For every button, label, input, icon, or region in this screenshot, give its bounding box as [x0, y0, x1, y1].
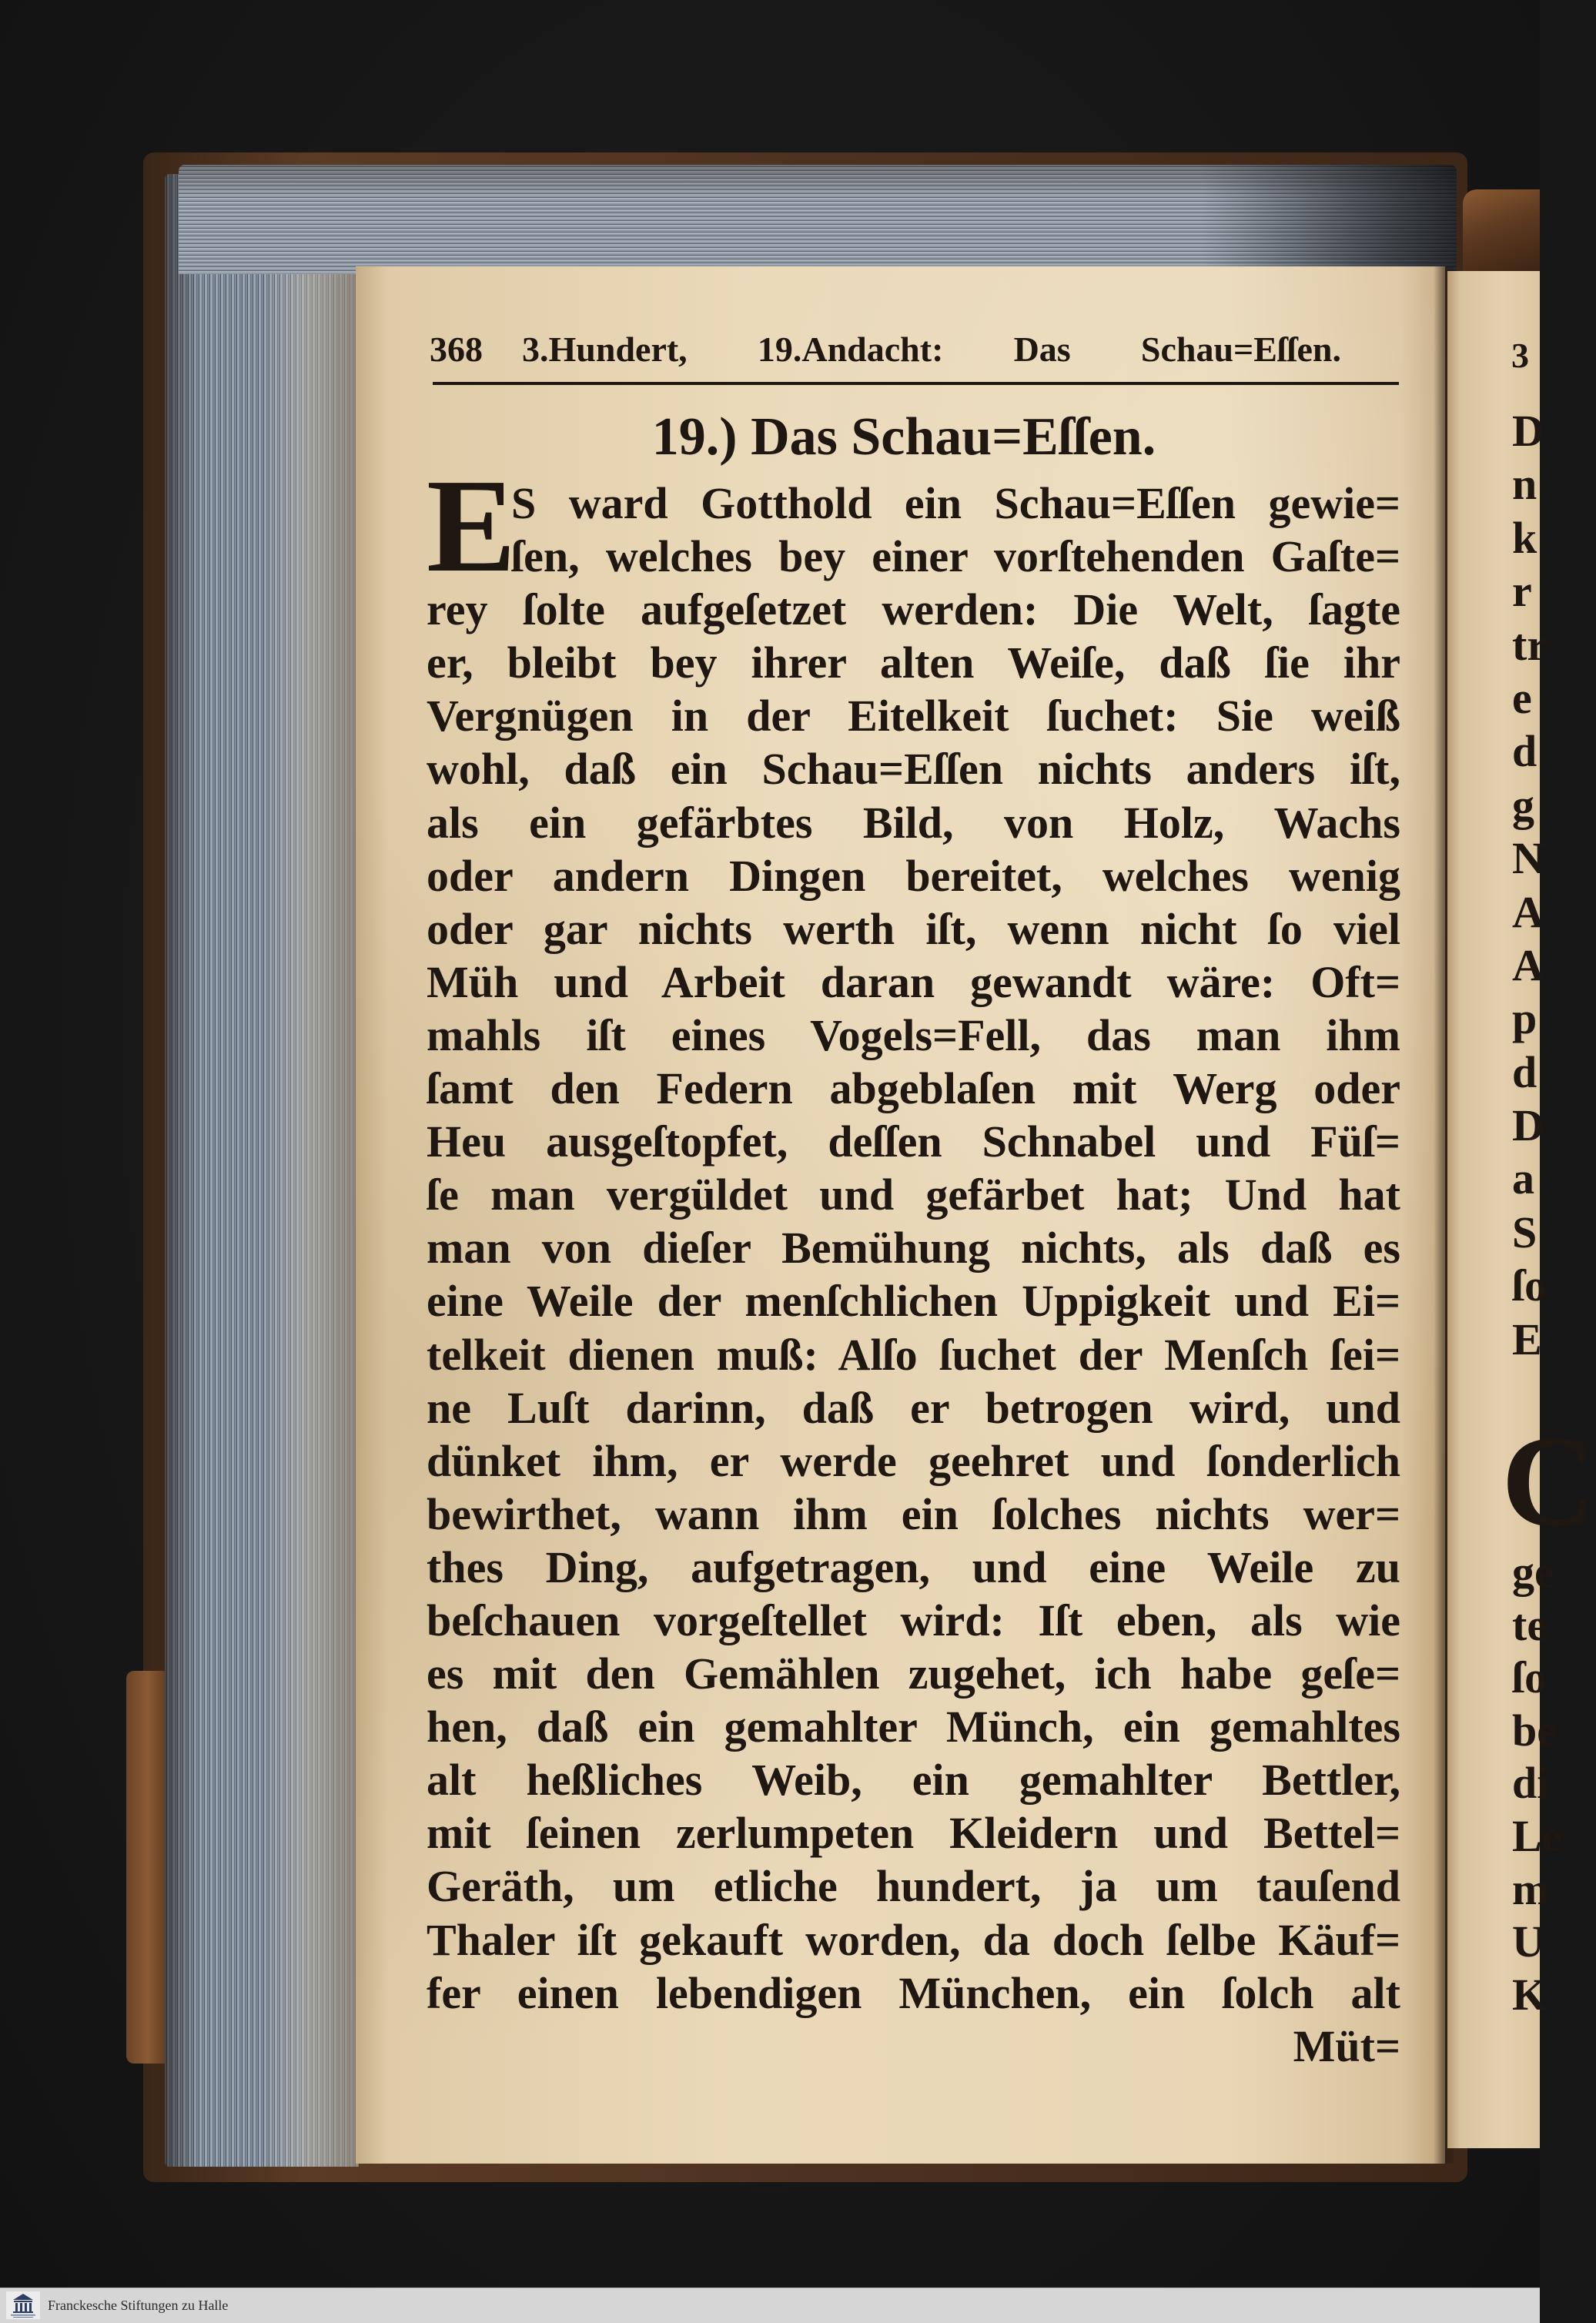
facing-page-fragment: k: [1512, 512, 1537, 563]
footer-bar: [0, 2288, 1540, 2323]
facing-page-fragment: p: [1512, 993, 1537, 1044]
facing-page-fragment: A: [1512, 939, 1544, 990]
text-line: S ward Gotthold ein Schau=Eſſen gewie=: [511, 478, 1400, 528]
page-edges-side: [165, 174, 359, 2167]
facing-page-upper-lines: [1512, 404, 1547, 1366]
institution-name: Franckesche Stiftungen zu Halle: [48, 2298, 229, 2313]
text-line: man von dieſer Bemühung nichts, als daß es: [427, 1223, 1400, 1274]
facing-page-fragment: N: [1512, 833, 1544, 884]
text-line: hen, daß ein gemahlter Münch, ein gemahltes: [427, 1702, 1400, 1752]
left-page: [356, 266, 1445, 2164]
facing-page-fragment: r: [1512, 566, 1532, 617]
facing-page-fragment: e: [1512, 672, 1532, 723]
text-line: beſchauen vorgeſtellet wird: Iſt eben, als wie: [427, 1595, 1400, 1645]
text-line: Geräth, um etliche hundert, ja um tauſend: [427, 1861, 1400, 1912]
text-line: fer einen lebendigen München, ein ſolch alt: [427, 1967, 1400, 2018]
facing-page-fragment: d: [1512, 726, 1537, 777]
facing-page-fragment: A: [1512, 886, 1544, 937]
page-number: 368: [430, 330, 483, 369]
text-line: mahls iſt eines Vogels=Fell, das man ihm: [427, 1009, 1400, 1060]
facing-page-drop-cap: C: [1501, 1409, 1596, 1554]
book-cover-corner: [1463, 189, 1540, 273]
facing-page-fragment: U: [1512, 1916, 1544, 1967]
facing-page-fragment: d: [1512, 1046, 1537, 1097]
facing-page-fragment: di: [1512, 1758, 1550, 1809]
facing-page-fragment: S: [1512, 1207, 1537, 1257]
text-line: oder andern Dingen bereitet, welches wenig: [427, 850, 1400, 901]
facing-page-fragment: ſo: [1512, 1652, 1547, 1703]
text-line: thes Ding, aufgetragen, und eine Weile zu: [427, 1541, 1400, 1592]
text-line: bewirthet, wann ihm ein ſolches nichts wer=: [427, 1488, 1400, 1539]
text-line: es mit den Gemählen zugehet, ich habe geſe=: [427, 1649, 1400, 1699]
text-line: eine Weile der menſchlichen Uppigkeit und Ei=: [427, 1276, 1400, 1327]
facing-page-fragment: te: [1512, 1599, 1547, 1650]
facing-page-fragment: m: [1512, 1863, 1550, 1914]
text-line: er, bleibt bey ihrer alten Weiſe, daß ſie ihr: [427, 638, 1400, 688]
facing-page-fragment: a: [1512, 1153, 1534, 1204]
text-line: dünket ihm, er werde geehret und ſonderlich: [427, 1435, 1400, 1486]
text-line: ſe man vergüldet und gefärbet hat; Und hat: [427, 1170, 1400, 1220]
text-line: ſen, welches bey einer vorſtehenden Gaſte=: [511, 531, 1400, 582]
facing-page-fragment: ſo: [1512, 1260, 1547, 1311]
running-head: 3.Hundert, 19.Andacht: Das Schau=Eſſen.: [522, 330, 1341, 369]
header-rule: [433, 382, 1399, 385]
facing-page: [1447, 271, 1596, 2148]
catchword: Müt=: [1293, 2020, 1400, 2071]
text-line: Vergnügen in der Eitelkeit ſuchet: Sie weiß: [427, 691, 1400, 741]
facing-page-fragment: K: [1512, 1969, 1547, 2020]
facing-page-fragment: Le: [1512, 1810, 1562, 1861]
facing-page-fragment: D: [1512, 1100, 1544, 1151]
text-line: als ein gefärbtes Bild, von Holz, Wachs: [427, 797, 1400, 848]
text-line: ſamt den Federn abgeblaſen mit Werg oder: [427, 1063, 1400, 1114]
facing-page-header-fragment: 3: [1511, 336, 1529, 375]
facing-page-fragment: D: [1512, 406, 1544, 456]
text-line: wohl, daß ein Schau=Eſſen nichts anders iſt,: [427, 744, 1400, 795]
facing-page-fragment: be: [1512, 1705, 1557, 1756]
text-line: mit ſeinen zerlumpeten Kleidern und Bettel=: [427, 1808, 1400, 1859]
foundation-logo-icon: [6, 2291, 40, 2319]
drop-cap: E: [427, 451, 517, 600]
text-line: Heu ausgeſtopfet, deſſen Schnabel und Füſ=: [427, 1116, 1400, 1167]
text-line: Thaler iſt gekauft worden, da doch ſelbe Käuf=: [427, 1914, 1400, 1965]
text-line: alt heßliches Weib, ein gemahlter Bettler,: [427, 1755, 1400, 1806]
page-edges-top: [179, 165, 1457, 274]
facing-page-fragment: g: [1512, 779, 1534, 830]
book-cover-edge: [126, 1671, 169, 2064]
facing-page-fragment: n: [1512, 459, 1537, 510]
facing-page-fragment: E: [1512, 1314, 1542, 1364]
text-line: Müh und Arbeit daran gewandt wäre: Oft=: [427, 956, 1400, 1007]
chapter-title: 19.) Das Schau=Eſſen.: [651, 407, 1156, 467]
text-line: ne Luſt darinn, daß er betrogen wird, und: [427, 1382, 1400, 1433]
text-line: telkeit dienen muß: Alſo ſuchet der Menſch ſei=: [427, 1329, 1400, 1380]
body-text: [427, 477, 1400, 2073]
facing-page-fragment: ge: [1512, 1547, 1554, 1597]
text-line: oder gar nichts werth iſt, wenn nicht ſo viel: [427, 903, 1400, 954]
text-line: rey ſolte aufgeſetzet werden: Die Welt, ſagte: [427, 584, 1400, 635]
facing-page-lower-lines: [1512, 1546, 1561, 2021]
facing-page-fragment: tr: [1512, 619, 1547, 670]
